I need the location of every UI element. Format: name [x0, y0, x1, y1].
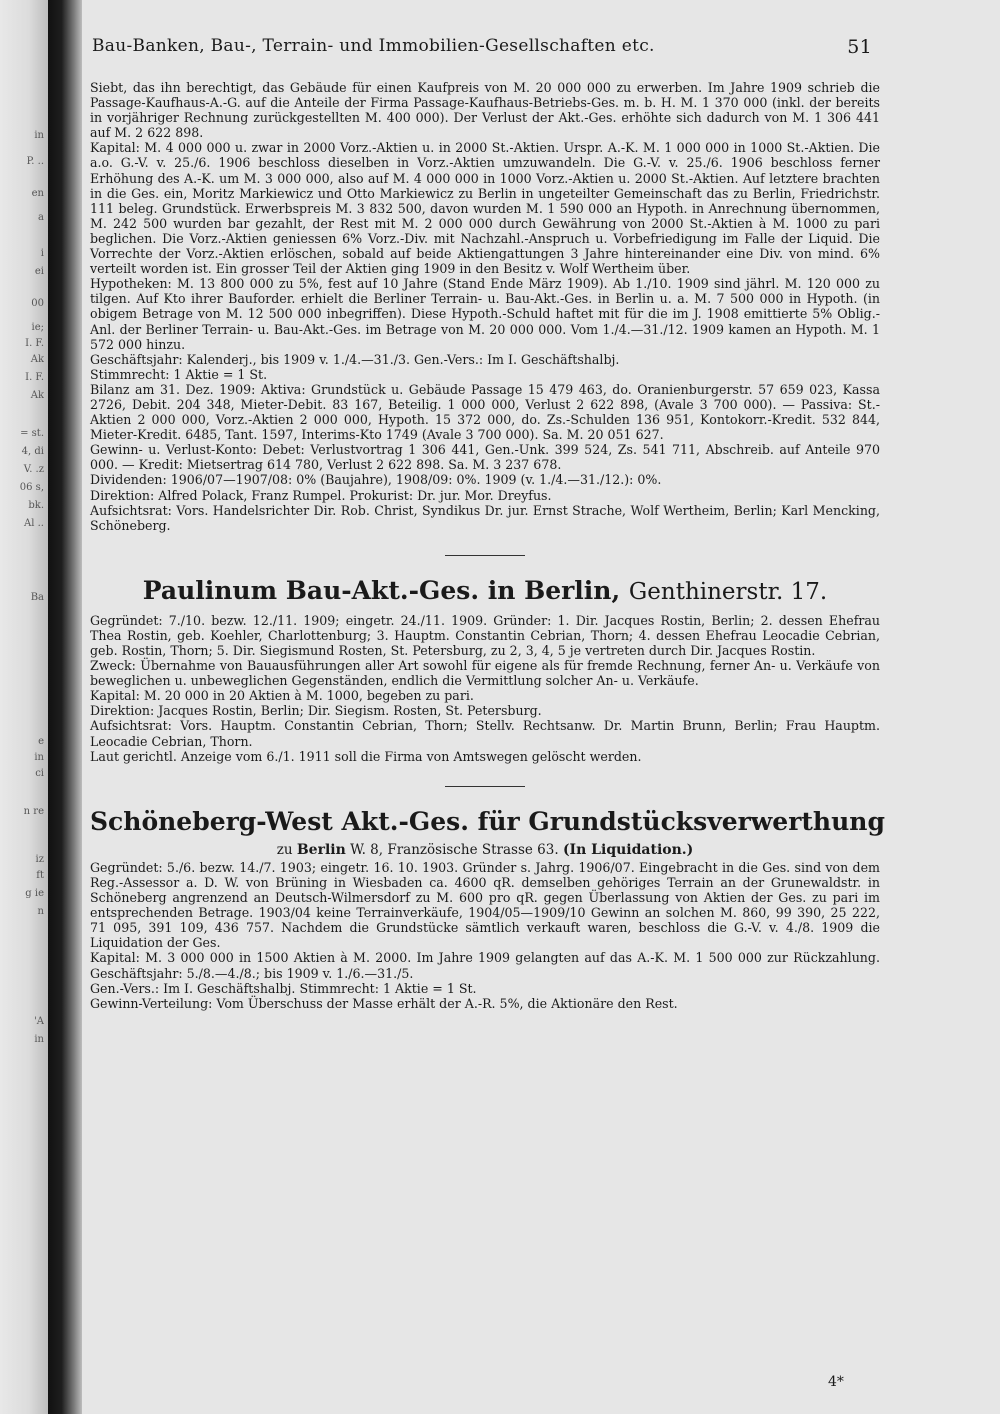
paragraph: Kapital: M. 20 000 in 20 Aktien à M. 1000, begeben zu pari.: [90, 688, 474, 704]
left-fragment: 06 s,: [19, 482, 44, 493]
left-fragment: en: [31, 188, 44, 199]
left-fragment: Al ..: [24, 518, 44, 529]
left-fragment: Ak: [30, 390, 44, 401]
paragraph: Bilanz am 31. Dez. 1909: Aktiva: Grundstück u. Gebäude Passage 15 479 463, do. Oranienburgerstr. 57 659 023, Kassa 2726, Debit. 204 348, Mieter-Debit. 83 167, Beteilig. 1 000 000, Verlust 2 622 898, (Avale 3 700 000). — Passiva: St.-Aktien 2 000 000, Vorz.-Aktien 2 000 000, Hypoth. 15 372 000, do. Zs.-Schulden 136 951, Kontokorr.-Kredit. 532 844, Mieter-Kredit. 6485, Tant. 1597, Interims-Kto 1749 (Avale 3 700 000). Sa. M. 20 051 627.: [90, 381, 880, 443]
left-fragment: a: [38, 212, 44, 223]
page-number: 51: [847, 36, 872, 58]
left-fragment: ie;: [31, 322, 44, 333]
paragraph: Gen.-Vers.: Im I. Geschäftshalbj. Stimmrecht: 1 Aktie = 1 St.: [90, 980, 477, 996]
section-divider: [445, 555, 525, 556]
paragraph: Kapital: M. 3 000 000 in 1500 Aktien à M. 2000. Im Jahre 1909 gelangten auf das A.-K. M. 1 500 000 zur Rückzahlung. Geschäftsjahr: 5./8.—4./8.; bis 1909 v. 1./6.—31./5.: [90, 950, 880, 981]
left-fragment: Ba: [30, 592, 44, 603]
left-fragment: I. F.: [25, 338, 44, 349]
paragraph: Siebt, das ihn berechtigt, das Gebäude für einen Kaufpreis von M. 20 000 000 zu erwerben. Im Jahre 1909 schrieb die Passage-Kaufhaus-A.-G. auf die Anteile der Firma Passage-Kaufhaus-Betriebs-Ges. m. b. H. M. 1 370 000 (inkl. der bereits in vorjähriger Rechnung zurückgestellten M. 400 000). Der Verlust der Akt.-Ges. erhöhte sich dadurch von M. 1 306 441 auf M. 2 622 898.: [90, 80, 880, 141]
left-fragment: 'A: [34, 1016, 44, 1027]
paragraph: Gegründet: 7./10. bezw. 12./11. 1909; eingetr. 24./11. 1909. Gründer: 1. Dir. Jacques Rostin, Berlin; 2. dessen Ehefrau Thea Rostin, geb. Koehler, Charlottenburg; 3. Hauptm. Constantin Cebrian, Thorn; 4. dessen Ehefrau Leocadie Cebrian, geb. Rostin, Thorn; 5. Dir. Siegismund Rosten, St. Petersburg, zu 2, 3, 4, 5 je vertreten durch Dir. Jacques Rostin.: [90, 612, 880, 658]
left-fragment: in: [34, 130, 44, 141]
paragraph: Hypotheken: M. 13 800 000 zu 5%, fest auf 10 Jahre (Stand Ende März 1909). Ab 1./10. 1909 sind jährl. M. 120 000 zu tilgen. Auf Kto ihrer Bauforder. erhielt die Berliner Terrain- u. Bau-Akt.-Ges. in Berlin u. a. M. 7 500 000 in Hypoth. (in obigem Betrage von M. 12 500 000 inbegriffen). Diese Hypoth.-Schuld haftet mit für die im J. 1908 emittierte 5% Oblig.-Anl. der Berliner Terrain- u. Bau-Akt.-Ges. im Betrage von M. 20 000 000. Vom 1./4.—31./12. 1909 kamen an Hypoth. M. 1 572 000 hinzu.: [90, 276, 880, 352]
left-fragment: in: [34, 752, 44, 763]
section-passage-kaufhaus: [90, 80, 880, 533]
company-name: Paulinum Bau-Akt.-Ges. in Berlin,: [142, 575, 621, 605]
paragraph: Gewinn-Verteilung: Vom Überschuss der Masse erhält der A.-R. 5%, die Aktionäre den Rest.: [90, 995, 678, 1011]
company-title: [90, 576, 880, 607]
left-fragment: 00: [31, 298, 44, 309]
paragraph: Aufsichtsrat: Vors. Hauptm. Constantin Cebrian, Thorn; Stellv. Rechtsanw. Dr. Martin Brunn, Berlin; Frau Hauptm. Leocadie Cebrian, Thorn.: [90, 718, 880, 749]
paragraph: Direktion: Alfred Polack, Franz Rumpel. Prokurist: Dr. jur. Mor. Dreyfus.: [90, 487, 552, 503]
left-fragment: n: [37, 906, 44, 917]
signature-mark: 4*: [828, 1374, 844, 1390]
page-body: [90, 80, 885, 1011]
paragraph: Aufsichtsrat: Vors. Handelsrichter Dir. Rob. Christ, Syndikus Dr. jur. Ernst Strache, Wolf Wertheim, Berlin; Karl Mencking, Schöneberg.: [90, 502, 880, 533]
company-title: Schöneberg-West Akt.-Ges. für Grundstücksverwerthung: [90, 806, 885, 836]
left-fragment: Ak: [30, 354, 44, 365]
company-subtitle: [90, 843, 880, 858]
section-paulinum: [90, 576, 880, 764]
paragraph: Gegründet: 5./6. bezw. 14./7. 1903; eingetr. 16. 10. 1903. Gründer s. Jahrg. 1906/07. Eingebracht in die Ges. sind von dem Reg.-Assessor a. D. W. von Brüning in Wiesbaden ca. 4600 qR. demselben gehöriges Terrain an der Grunewaldstr. in Schöneberg angrenzend an Deutsch-Wilmersdorf zu M. 600 pro qR. gegen Überlassung von Aktien der Ges. zu pari im entsprechenden Betrage. 1903/04 keine Terrainverkäufe, 1904/05—1909/10 Gewinn an solchen M. 860, 99 390, 25 222, 71 095, 391 109, 436 757. Nachdem die Grundstücke sämtlich verkauft waren, beschloss die G.-V. v. 4./8. 1909 die Liquidation der Ges.: [90, 859, 880, 951]
left-fragment: in: [34, 1034, 44, 1045]
paragraph: Kapital: M. 4 000 000 u. zwar in 2000 Vorz.-Aktien u. in 2000 St.-Aktien. Urspr. A.-K. M. 1 000 000 in 1000 St.-Aktien. Die a.o. G.-V. v. 25./6. 1906 beschloss dieselben in Vorz.-Aktien umzuwandeln. Die G.-V. v. 25./6. 1906 beschloss ferner Erhöhung des A.-K. um M. 3 000 000, also auf M. 4 000 000 in 1000 Vorz.-Aktien u. 2000 St.-Aktien. Auf letztere brachten in die Ges. ein, Moritz Markiewicz und Otto Markiewicz zu Berlin in ungeteilter Gemeinschaft das zu Berlin, Friedrichstr. 111 beleg. Grundstück. Erwerbspreis M. 3 832 500, davon wurden M. 1 590 000 an Hypoth. in Anrechnung übernommen, M. 242 500 wurden bar gezahlt, der Rest mit M. 2 000 000 durch Gewährung von 2000 St.-Aktien à M. 1000 zu pari beglichen. Die Vorz.-Aktien geniessen 6% Vorz.-Div. mit Nachzahl.-Anspruch u. Vorbefriedigung im Falle der Liquid. Die Vorrechte der Vorz.-Aktien erlöschen, sobald auf beide Aktiengattungen 3 Jahre hintereinander eine Div. von mind. 6% verteilt worden ist. Ein grosser Teil der Aktien ging 1909 in den Besitz v. Wolf Wertheim über.: [90, 140, 880, 277]
paragraph: Gewinn- u. Verlust-Konto: Debet: Verlustvortrag 1 306 441, Gen.-Unk. 399 524, Zs. 541 711, Abschreib. auf Anteile 970 000. — Kredit: Mietsertrag 614 780, Verlust 2 622 898. Sa. M. 3 237 678.: [90, 442, 880, 473]
left-page-edge: [0, 0, 48, 1414]
section-schoeneberg-west: [90, 806, 885, 1011]
left-fragment: bk.: [28, 500, 44, 511]
left-fragment: i: [40, 248, 44, 259]
left-fragment: P. ..: [26, 156, 44, 167]
left-fragment: ci: [35, 768, 44, 779]
left-fragment: 4, di: [21, 446, 44, 457]
subtitle-address: W. 8, Französische Strasse 63.: [350, 841, 559, 858]
section-divider: [445, 786, 525, 787]
paragraph: Geschäftsjahr: Kalenderj., bis 1909 v. 1./4.—31./3. Gen.-Vers.: Im I. Geschäftshalbj.: [90, 351, 620, 367]
book-binding: [48, 0, 82, 1414]
company-address: Genthinerstr. 17.: [628, 578, 828, 605]
left-fragment: e: [38, 736, 44, 747]
left-fragment: iz: [35, 854, 44, 865]
paragraph: Direktion: Jacques Rostin, Berlin; Dir. Siegism. Rosten, St. Petersburg.: [90, 703, 542, 719]
paragraph: Dividenden: 1906/07—1907/08: 0% (Baujahre), 1908/09: 0%. 1909 (v. 1./4.—31./12.): 0%.: [90, 472, 662, 488]
liquidation-status: (In Liquidation.): [562, 841, 694, 858]
left-fragment: ei: [34, 266, 44, 277]
paragraph: Zweck: Übernahme von Bauausführungen aller Art sowohl für eigene als für fremde Rechnung, ferner An- u. Verkäufe von beweglichen u. unbeweglichen Gegenständen, endlich die Vermittlung solcher An- u. Verkäufe.: [90, 658, 880, 689]
left-fragment: n re: [23, 806, 44, 817]
header-title: Bau-Banken, Bau-, Terrain- und Immobilien-Gesellschaften etc.: [92, 36, 655, 56]
left-fragment: I. F.: [25, 372, 44, 383]
left-fragment: ft: [36, 870, 44, 881]
subtitle-prefix: zu: [276, 841, 293, 858]
subtitle-city: Berlin: [296, 841, 346, 858]
paragraph: Stimmrecht: 1 Aktie = 1 St.: [90, 366, 268, 382]
left-fragment: V. .z: [23, 464, 44, 475]
left-fragment: g ie: [25, 888, 44, 899]
left-fragment: = st.: [20, 428, 44, 439]
paragraph: Laut gerichtl. Anzeige vom 6./1. 1911 soll die Firma von Amtswegen gelöscht werden.: [90, 748, 642, 764]
